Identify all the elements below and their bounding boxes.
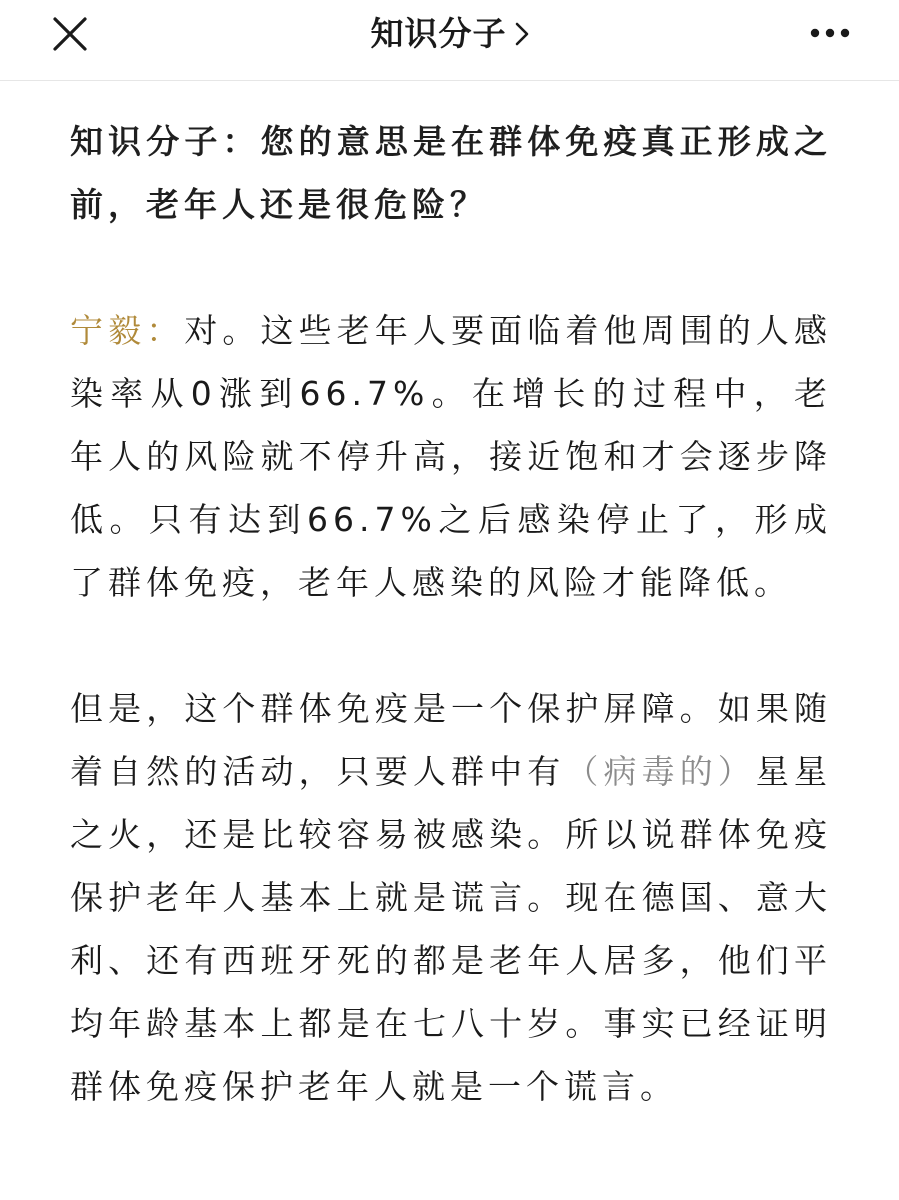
more-icon[interactable] — [809, 26, 851, 40]
editor-aside: （病毒的） — [565, 752, 756, 791]
interview-answer — [70, 299, 832, 614]
top-nav-bar — [0, 0, 899, 81]
answer-paragraph-2 — [70, 677, 832, 1118]
interview-question: 知识分子：您的意思是在群体免疫真正形成之前，老年人还是很危险？ — [70, 122, 832, 224]
speaker-name: 宁毅： — [70, 311, 185, 350]
paragraph-spacer — [70, 614, 832, 677]
chevron-right-icon — [515, 22, 529, 46]
paragraph-text-end: 星星之火，还是比较容易被感染。所以说群体免疫保护老年人基本上就是谎言。现在德国、意大利、还有西班牙死的都是老年人居多，他们平均年龄基本上都是在七八十岁。事实已经证明群体免疫保护老年人就是一个谎言。 — [70, 752, 833, 1106]
account-title-link[interactable] — [0, 12, 899, 56]
paragraph-text-start: 但是，这个群体免疫是一个保护屏障。如果随着自然的活动，只要人群中有 — [70, 689, 832, 791]
answer-text: 对。这些老年人要面临着他周围的人感染率从0涨到66.7%。在增长的过程中，老年人的风险就不停升高，接近饱和才会逐步降低。只有达到66.7%之后感染停止了，形成了群体免疫，老年人感染的风险才能降低。 — [70, 311, 833, 602]
account-title: 知识分子 — [370, 14, 507, 53]
paragraph-spacer — [70, 236, 832, 299]
article-body — [70, 110, 832, 1118]
